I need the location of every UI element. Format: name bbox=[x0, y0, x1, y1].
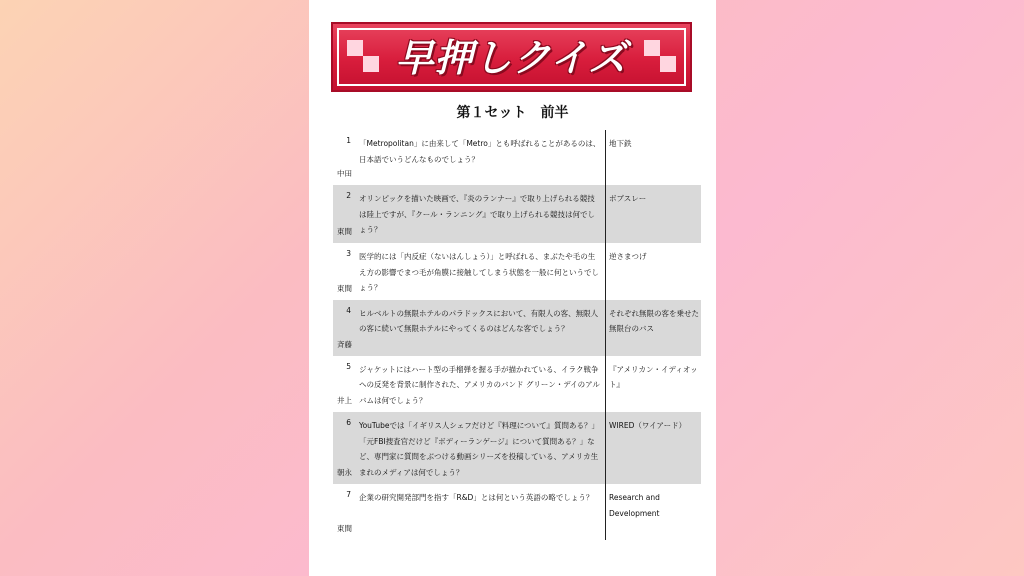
question-text: 「Metropolitan」に由来して「Metro」とも呼ばれることがあるのは、日本語でいうどんなものでしょう？ bbox=[355, 130, 606, 185]
banner-title: 早押しクイズ bbox=[395, 36, 628, 80]
reader-name: 斉藤 bbox=[337, 339, 352, 349]
quiz-document bbox=[309, 0, 716, 576]
table-row bbox=[333, 412, 701, 484]
question-text: YouTubeでは「イギリス人シェフだけど『料理について』質問ある？」「元FBI捜査官だけど『ボディーランゲージ』について質問ある？」など、専門家に質問をぶつける動画シリーズを投稿している、アメリカ生まれのメディアは何でしょう？ bbox=[355, 412, 606, 484]
number-cell bbox=[333, 300, 355, 356]
reader-name: 東間 bbox=[337, 283, 352, 293]
number-cell bbox=[333, 130, 355, 185]
reader-name: 東間 bbox=[337, 227, 352, 236]
answer-text: それぞれ無限の客を乗せた無限台のバス bbox=[606, 300, 702, 356]
reader-name: 井上 bbox=[337, 396, 352, 405]
reader-name: 朝永 bbox=[337, 468, 352, 477]
question-number: 1 bbox=[346, 136, 351, 145]
question-text: ヒルベルトの無限ホテルのパラドックスにおいて、有限人の客、無限人の客に続いて無限ホテルにやってくるのはどんな客でしょう？ bbox=[355, 300, 606, 356]
question-number: 4 bbox=[346, 305, 351, 315]
table-row bbox=[333, 243, 701, 300]
question-number: 3 bbox=[346, 249, 351, 258]
number-cell bbox=[333, 185, 355, 243]
question-text: オリンピックを描いた映画で、『炎のランナー』で取り上げられる競技は陸上ですが、『クール・ランニング』で取り上げられる競技は何でしょう？ bbox=[355, 185, 606, 243]
number-cell bbox=[333, 412, 355, 484]
title-banner bbox=[331, 22, 692, 92]
answer-text: Research and Development bbox=[609, 493, 660, 518]
table-row bbox=[333, 185, 701, 243]
reader-name: 東間 bbox=[337, 524, 352, 533]
answer-text: 逆さまつげ bbox=[609, 252, 647, 261]
answer-text: WIRED（ワイアード） bbox=[606, 412, 702, 484]
question-table bbox=[333, 130, 701, 540]
question-number: 6 bbox=[346, 418, 351, 427]
reader-name: 中田 bbox=[337, 169, 352, 178]
question-number: 7 bbox=[346, 490, 351, 499]
table-row bbox=[333, 130, 701, 185]
question-text: 医学的には「内反症（ないはんしょう）」と呼ばれる、まぶたや毛の生え方の影響でまつ毛が角膜に接触してしまう状態を一般に何というでしょう？ bbox=[355, 243, 606, 300]
table-row bbox=[333, 484, 701, 540]
number-cell bbox=[333, 356, 355, 413]
table-row bbox=[333, 300, 701, 356]
set-subtitle: 第１セット 前半 bbox=[456, 105, 569, 121]
question-number: 2 bbox=[346, 191, 351, 200]
answer-text: 地下鉄 bbox=[609, 139, 632, 148]
question-text: 企業の研究開発部門を指す「R&D」とは何という英語の略でしょう？ bbox=[355, 484, 606, 540]
table-row bbox=[333, 356, 701, 413]
question-number: 5 bbox=[346, 361, 351, 371]
question-text: ジャケットにはハート型の手榴弾を握る手が描かれている、イラク戦争への反発を背景に制作された、アメリカのバンド グリーン・デイのアルバムは何でしょう？ bbox=[355, 356, 606, 413]
number-cell bbox=[333, 243, 355, 300]
number-cell bbox=[333, 484, 355, 540]
answer-text: 『アメリカン・イディオット』 bbox=[609, 364, 698, 389]
answer-text: ボブスレー bbox=[606, 185, 702, 243]
